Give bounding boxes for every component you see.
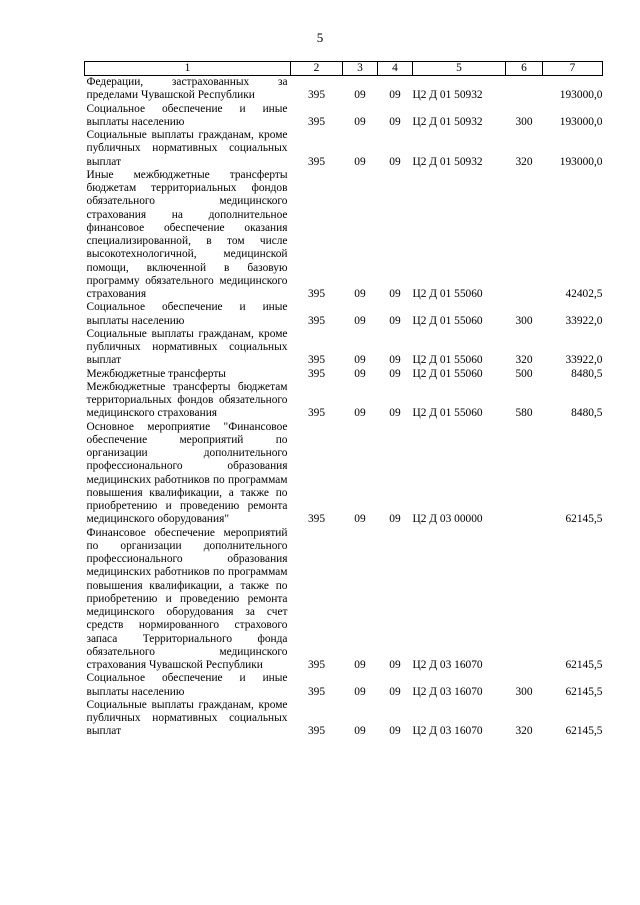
cell-ministry-code: 395 <box>307 354 326 367</box>
cell-expense-type <box>506 527 543 673</box>
table-row <box>85 103 603 130</box>
cell-ministry-code: 395 <box>307 367 326 380</box>
cell-target-article: Ц2 Д 03 16070 <box>412 659 483 671</box>
cell-subsection-code: 09 <box>389 314 401 327</box>
cell-subsection-code: 09 <box>389 513 401 526</box>
row-name: Социальные выплаты гражданам, кроме публичных нормативных социальных выплат <box>86 327 288 367</box>
page-number: 5 <box>316 30 324 45</box>
cell-ministry-code: 395 <box>307 659 326 671</box>
row-name: Социальные выплаты гражданам, кроме публичных нормативных социальных выплат <box>86 698 288 738</box>
cell-section-code: 09 <box>354 367 366 380</box>
cell-section-code: 09 <box>354 288 366 300</box>
cell-section-code: 09 <box>354 89 366 102</box>
row-name: Межбюджетные трансферты бюджетам территориальных фондов обязательного медицинского страхования <box>86 380 288 420</box>
cell-subsection-code: 09 <box>389 725 401 738</box>
cell-target-article: Ц2 Д 01 55060 <box>412 314 483 327</box>
cell-target-article: Ц2 Д 01 50932 <box>412 115 483 128</box>
cell-expense-type: 320 <box>515 155 533 168</box>
cell-subsection-code: 09 <box>389 367 401 380</box>
cell-ministry-code: 395 <box>307 288 326 300</box>
cell-target-article: Ц2 Д 01 55060 <box>412 288 483 300</box>
cell-section-code: 09 <box>354 659 366 671</box>
cell-ministry-code: 395 <box>307 685 326 698</box>
cell-amount: 193000,0 <box>559 155 603 168</box>
cell-expense-type <box>506 421 543 527</box>
cell-expense-type: 300 <box>515 314 533 327</box>
cell-subsection-code: 09 <box>389 89 401 102</box>
cell-amount: 193000,0 <box>559 115 603 128</box>
cell-section-code: 09 <box>354 407 366 420</box>
cell-ministry-code: 395 <box>307 725 326 738</box>
cell-subsection-code: 09 <box>389 659 401 671</box>
cell-amount: 42402,5 <box>565 288 603 300</box>
table-row <box>85 76 603 103</box>
cell-section-code: 09 <box>354 115 366 128</box>
row-name: Социальные выплаты гражданам, кроме публичных нормативных социальных выплат <box>86 129 288 168</box>
cell-amount: 62145,5 <box>565 513 603 526</box>
cell-target-article: Ц2 Д 01 55060 <box>412 354 483 367</box>
cell-expense-type: 320 <box>515 725 533 738</box>
cell-ministry-code: 395 <box>307 314 326 327</box>
cell-expense-type: 320 <box>515 354 533 367</box>
cell-ministry-code: 395 <box>307 407 326 420</box>
row-name: Федерации, застрахованных за пределами Чувашской Республики <box>86 76 288 102</box>
cell-ministry-code: 395 <box>307 513 326 526</box>
cell-target-article: Ц2 Д 01 50932 <box>412 155 483 168</box>
table-row <box>85 381 603 421</box>
budget-table <box>84 61 603 739</box>
column-header-3: 3 <box>343 62 378 76</box>
column-header-1: 1 <box>85 62 291 76</box>
cell-section-code: 09 <box>354 685 366 698</box>
column-header-2: 2 <box>291 62 343 76</box>
cell-target-article: Ц2 Д 03 16070 <box>412 725 483 738</box>
table-header-row <box>85 62 603 76</box>
cell-expense-type <box>506 169 543 302</box>
table-row <box>85 672 603 699</box>
row-name: Иные межбюджетные трансферты бюджетам территориальных фондов обязательного медицинского страхования на дополнительное финансовое обеспечение оказания специализированной, в том числе высокотехнологичной, медицинской помощи, включенной в базовую программу обязательного медицинского страхования <box>86 168 288 300</box>
table-row <box>85 129 603 169</box>
cell-target-article: Ц2 Д 01 50932 <box>412 89 483 102</box>
cell-subsection-code: 09 <box>389 685 401 698</box>
cell-amount: 62145,5 <box>565 725 603 738</box>
column-header-6: 6 <box>506 62 543 76</box>
cell-amount: 62145,5 <box>565 685 603 698</box>
row-name: Межбюджетные трансферты <box>86 367 226 380</box>
row-name: Финансовое обеспечение мероприятий по организации дополнительного профессионального образования медицинских работников по программам повышения квалификации, а также по приобретению и проведению ремонта медицинского оборудования за счет средств нормированного страхового запаса Территориального фонда обязательного медицинского страхования Чувашской Республики <box>86 526 288 671</box>
row-name: Основное мероприятие "Финансовое обеспечение мероприятий по организации дополнительного профессионального образования медицинских работников по программам повышения квалификации, а также по приобретению и проведению ремонта медицинского оборудования" <box>86 420 288 526</box>
table-row <box>85 421 603 527</box>
column-header-4: 4 <box>378 62 413 76</box>
cell-amount: 33922,0 <box>565 354 603 367</box>
cell-section-code: 09 <box>354 155 366 168</box>
cell-subsection-code: 09 <box>389 288 401 300</box>
cell-amount: 8480,5 <box>571 407 603 420</box>
cell-amount: 193000,0 <box>559 89 603 102</box>
table-row <box>85 368 603 381</box>
table-row <box>85 699 603 739</box>
cell-ministry-code: 395 <box>307 155 326 168</box>
cell-expense-type: 300 <box>515 685 533 698</box>
cell-expense-type: 500 <box>515 367 533 380</box>
table-row <box>85 527 603 673</box>
cell-section-code: 09 <box>354 354 366 367</box>
table-row <box>85 301 603 328</box>
column-header-7: 7 <box>543 62 603 76</box>
table-row <box>85 169 603 302</box>
cell-subsection-code: 09 <box>389 155 401 168</box>
cell-subsection-code: 09 <box>389 354 401 367</box>
row-name: Социальное обеспечение и иные выплаты населению <box>86 102 288 128</box>
cell-subsection-code: 09 <box>389 115 401 128</box>
row-name: Социальное обеспечение и иные выплаты населению <box>86 672 288 698</box>
cell-target-article: Ц2 Д 01 55060 <box>412 407 483 420</box>
table-row <box>85 328 603 368</box>
cell-expense-type <box>506 76 543 103</box>
cell-expense-type: 300 <box>515 115 533 128</box>
cell-amount: 62145,5 <box>565 659 603 671</box>
cell-subsection-code: 09 <box>389 407 401 420</box>
column-header-5: 5 <box>413 62 506 76</box>
row-name: Социальное обеспечение и иные выплаты населению <box>86 301 288 327</box>
cell-amount: 8480,5 <box>571 367 603 380</box>
cell-section-code: 09 <box>354 513 366 526</box>
cell-ministry-code: 395 <box>307 115 326 128</box>
cell-target-article: Ц2 Д 03 16070 <box>412 685 483 698</box>
cell-amount: 33922,0 <box>565 314 603 327</box>
cell-target-article: Ц2 Д 01 55060 <box>412 367 483 380</box>
cell-section-code: 09 <box>354 314 366 327</box>
cell-section-code: 09 <box>354 725 366 738</box>
cell-target-article: Ц2 Д 03 00000 <box>412 513 483 526</box>
cell-expense-type: 580 <box>515 407 533 420</box>
cell-ministry-code: 395 <box>307 89 326 102</box>
